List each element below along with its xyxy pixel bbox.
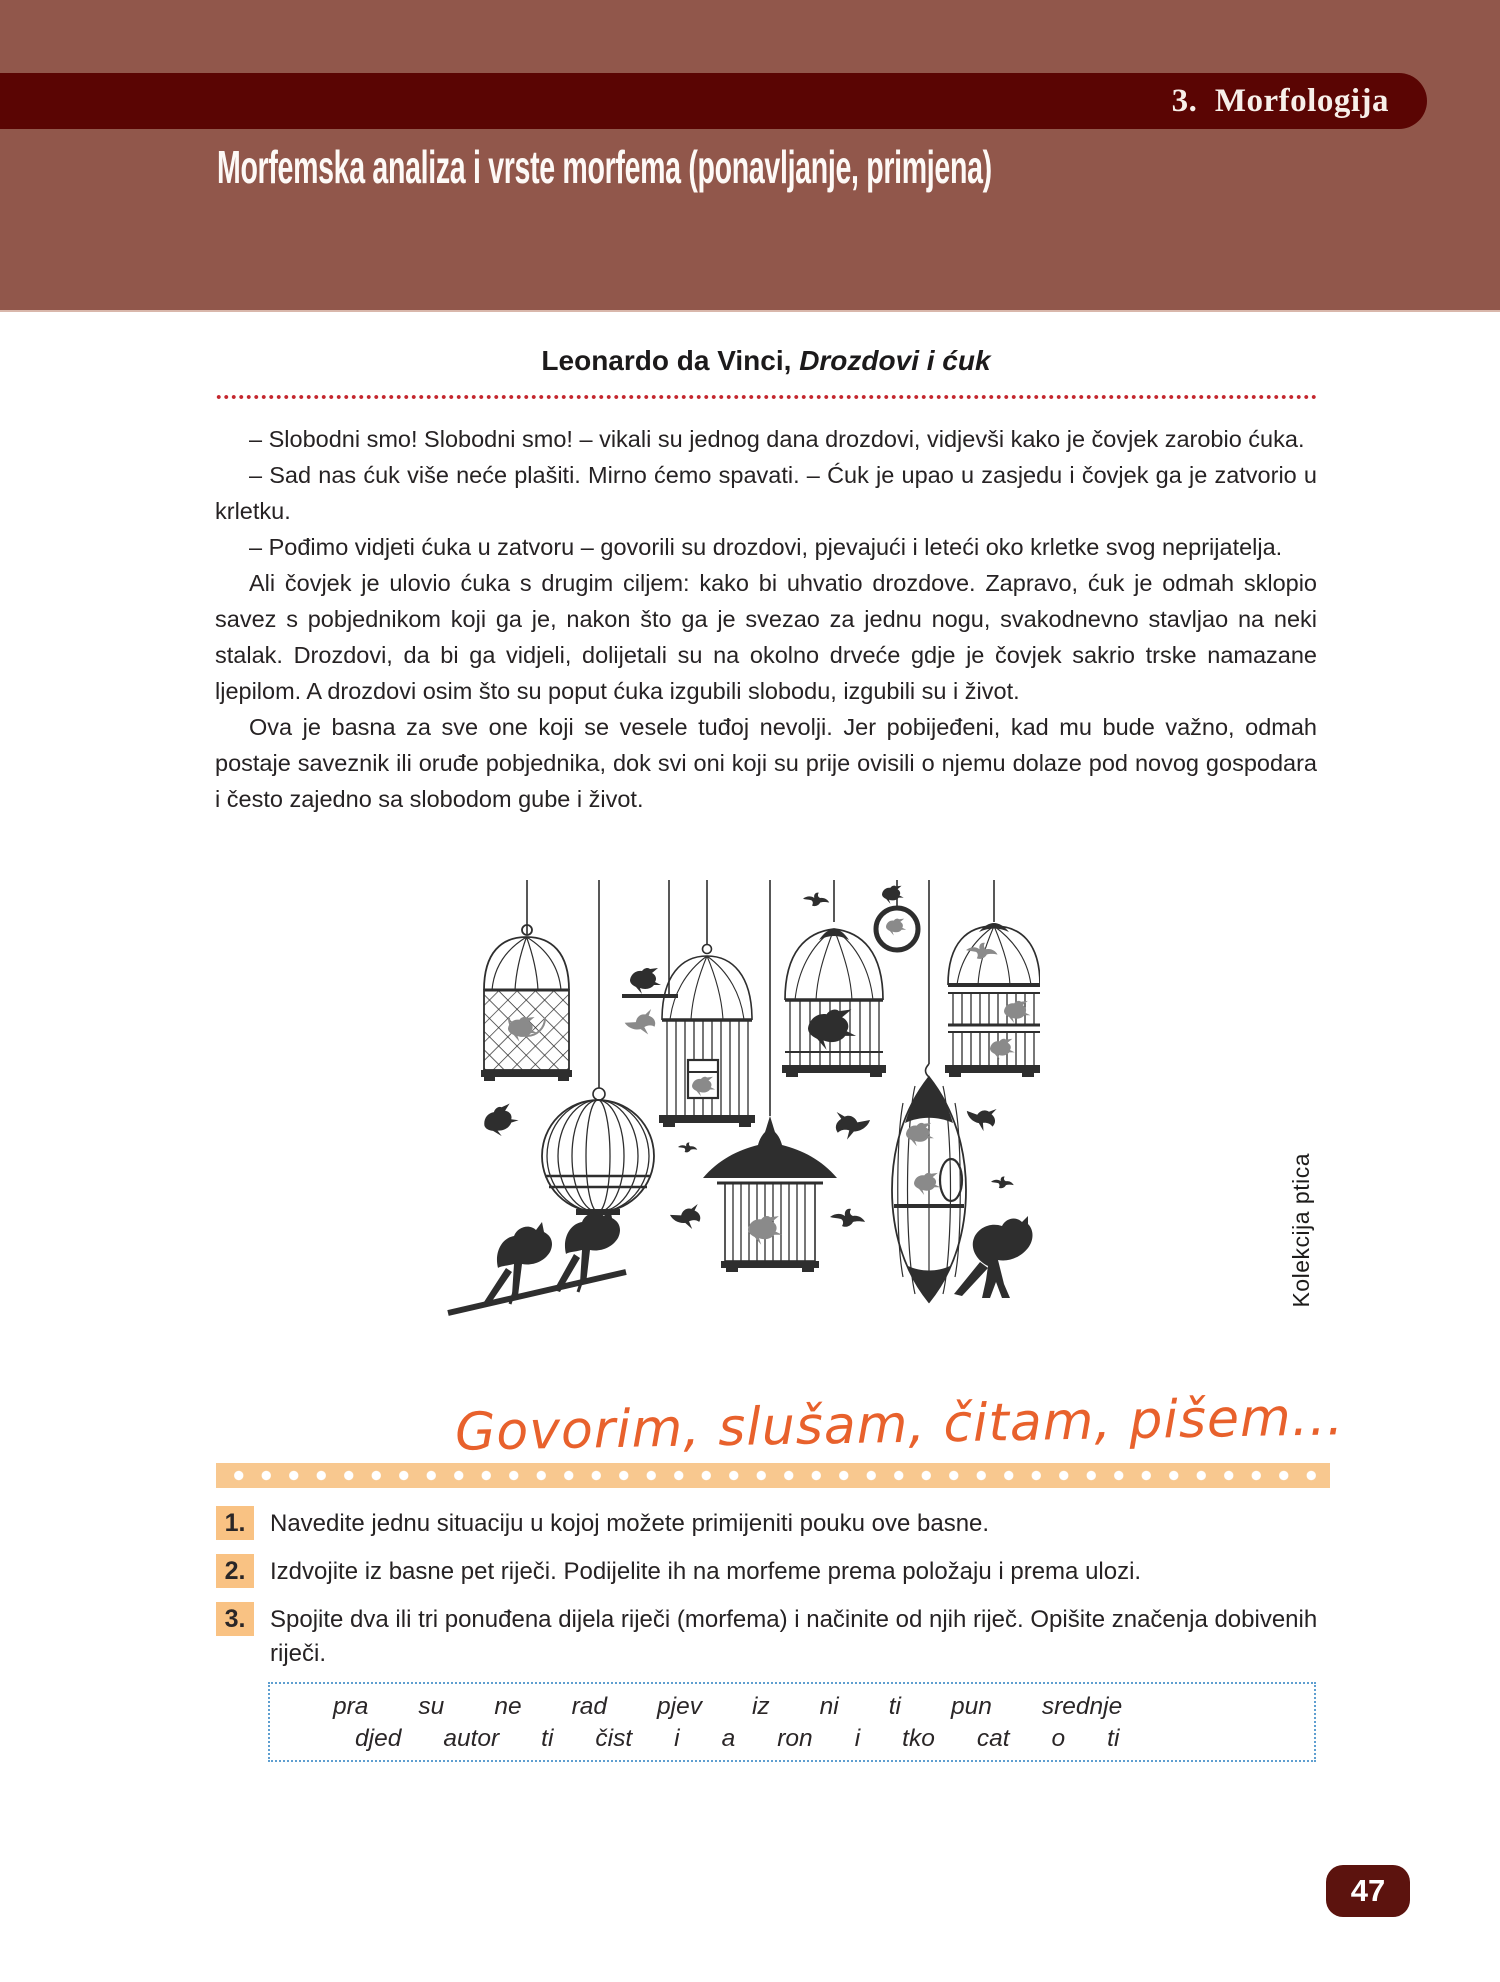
morpheme-token: rad <box>571 1693 607 1720</box>
cage-tall <box>659 956 755 1127</box>
birdcage-illustration <box>370 880 1040 1355</box>
cage-pagoda <box>703 1116 837 1272</box>
exercise-number: 2. <box>216 1554 254 1588</box>
figure <box>215 880 1317 1360</box>
reading-text <box>215 421 1317 817</box>
chapter-tab <box>0 73 1427 129</box>
exercise-item <box>216 1554 1318 1589</box>
exercise-item <box>216 1506 1318 1541</box>
cage-pod <box>892 1077 966 1302</box>
exercise-item <box>216 1602 1318 1671</box>
red-dotted-rule <box>215 394 1317 400</box>
exercise-number: 3. <box>216 1602 254 1636</box>
cage-banded <box>945 923 1040 1077</box>
morpheme-token: su <box>418 1693 445 1720</box>
pigeon <box>954 1216 1033 1298</box>
ring-perch <box>876 886 918 950</box>
banner-script-text: Govorim, slušam, čitam, pišem... <box>454 1387 1345 1463</box>
reading-author: Leonardo da Vinci, <box>541 345 800 376</box>
cage-lattice <box>481 925 572 1081</box>
morpheme-token: cat <box>976 1725 1010 1752</box>
page-number: 47 <box>1350 1873 1386 1908</box>
exercise-number: 1. <box>216 1506 254 1540</box>
paragraph: – Pođimo vidjeti ćuka u zatvoru – govorili su drozdovi, pjevajući i leteći oko krletke svog neprijatelja. <box>249 534 1283 560</box>
perched-bird <box>480 1102 521 1140</box>
paragraph: – Sad nas ćuk više neće plašiti. Mirno ćemo spavati. – Ćuk je upao u zasjedu i čovjek ga je zatvorio u krletku. <box>215 462 1317 524</box>
morpheme-row-1 <box>333 1693 1314 1721</box>
morpheme-token: a <box>721 1725 736 1752</box>
branch-birds <box>448 1208 626 1313</box>
exercise-text: Navedite jednu situaciju u kojoj možete primijeniti pouku ove basne. <box>270 1510 990 1537</box>
morpheme-token: ti <box>888 1693 901 1720</box>
reading-heading <box>215 345 1317 377</box>
morpheme-token: djed <box>355 1725 402 1752</box>
morpheme-token: i <box>854 1725 861 1752</box>
paragraph: Ova je basna za sve one koji se vesele tuđoj nevolji. Jer pobijeđeni, kad mu bude važno, odmah postaje saveznik ili oruđe pobjednika, dok svi oni koji su prije ovisili o njemu dolaze pod novog gospodara i često zajedno sa slobodom gube i život. <box>215 714 1317 812</box>
morpheme-token: ne <box>494 1693 522 1720</box>
morpheme-token: čist <box>595 1725 633 1752</box>
morpheme-token: ti <box>1107 1725 1120 1752</box>
morpheme-token: autor <box>443 1725 500 1752</box>
chapter-tab-label: 3. Morfologija <box>1171 82 1389 119</box>
exercise-text: Izdvojite iz basne pet riječi. Podijelite ih na morfeme prema položaju i prema ulozi. <box>270 1558 1142 1585</box>
exercise-list <box>216 1506 1318 1684</box>
morpheme-token: i <box>674 1725 680 1752</box>
page-number-tab <box>1326 1865 1410 1917</box>
page-title: Morfemska analiza i vrste morfema (ponavljanje, primjena) <box>217 141 992 193</box>
cage-sphere <box>542 1100 654 1215</box>
morpheme-token: ni <box>819 1693 839 1720</box>
morpheme-token: srednje <box>1041 1693 1123 1720</box>
morpheme-token: o <box>1051 1725 1066 1752</box>
cage-dome <box>782 929 886 1077</box>
cage-strings <box>527 880 994 1116</box>
morpheme-token: tko <box>902 1725 935 1752</box>
exercise-text: Spojite dva ili tri ponuđena dijela riječi (morfema) i načinite od njih riječ. Opišite značenja dobivenih riječi. <box>270 1606 1318 1667</box>
morpheme-token: ti <box>541 1725 554 1752</box>
section-banner <box>215 1385 1345 1497</box>
morpheme-token: pun <box>950 1693 992 1720</box>
morpheme-token: pjev <box>657 1693 702 1720</box>
reading-work-title: Drozdovi i ćuk <box>799 345 991 376</box>
paragraph: Ali čovjek je ulovio ćuka s drugim ciljem: kako bi uhvatio drozdove. Zapravo, ćuk je odmah sklopio savez s pobjednikom koji ga je, nakon što ga je svezao za jednu nogu, svakodnevno stavljao na neki stalak. Drozdovi, da bi ga vidjeli, dolijetali su na okolno drveće gdje je čovjek sakrio trske namazane ljepilom. A drozdovi osim što su poput ćuka izgubili slobodu, izgubili su i život. <box>215 570 1317 704</box>
page-header <box>0 0 1500 312</box>
morpheme-token: ron <box>777 1725 813 1752</box>
morpheme-box <box>268 1682 1316 1762</box>
morpheme-row-2 <box>355 1725 1314 1753</box>
morpheme-token: pra <box>333 1693 369 1720</box>
paragraph: – Slobodni smo! Slobodni smo! – vikali su jednog dana drozdovi, vidjevši kako je čovjek zarobio ćuka. <box>249 426 1305 452</box>
morpheme-token: iz <box>751 1693 770 1720</box>
figure-caption: Kolekcija ptica <box>1288 1153 1314 1308</box>
